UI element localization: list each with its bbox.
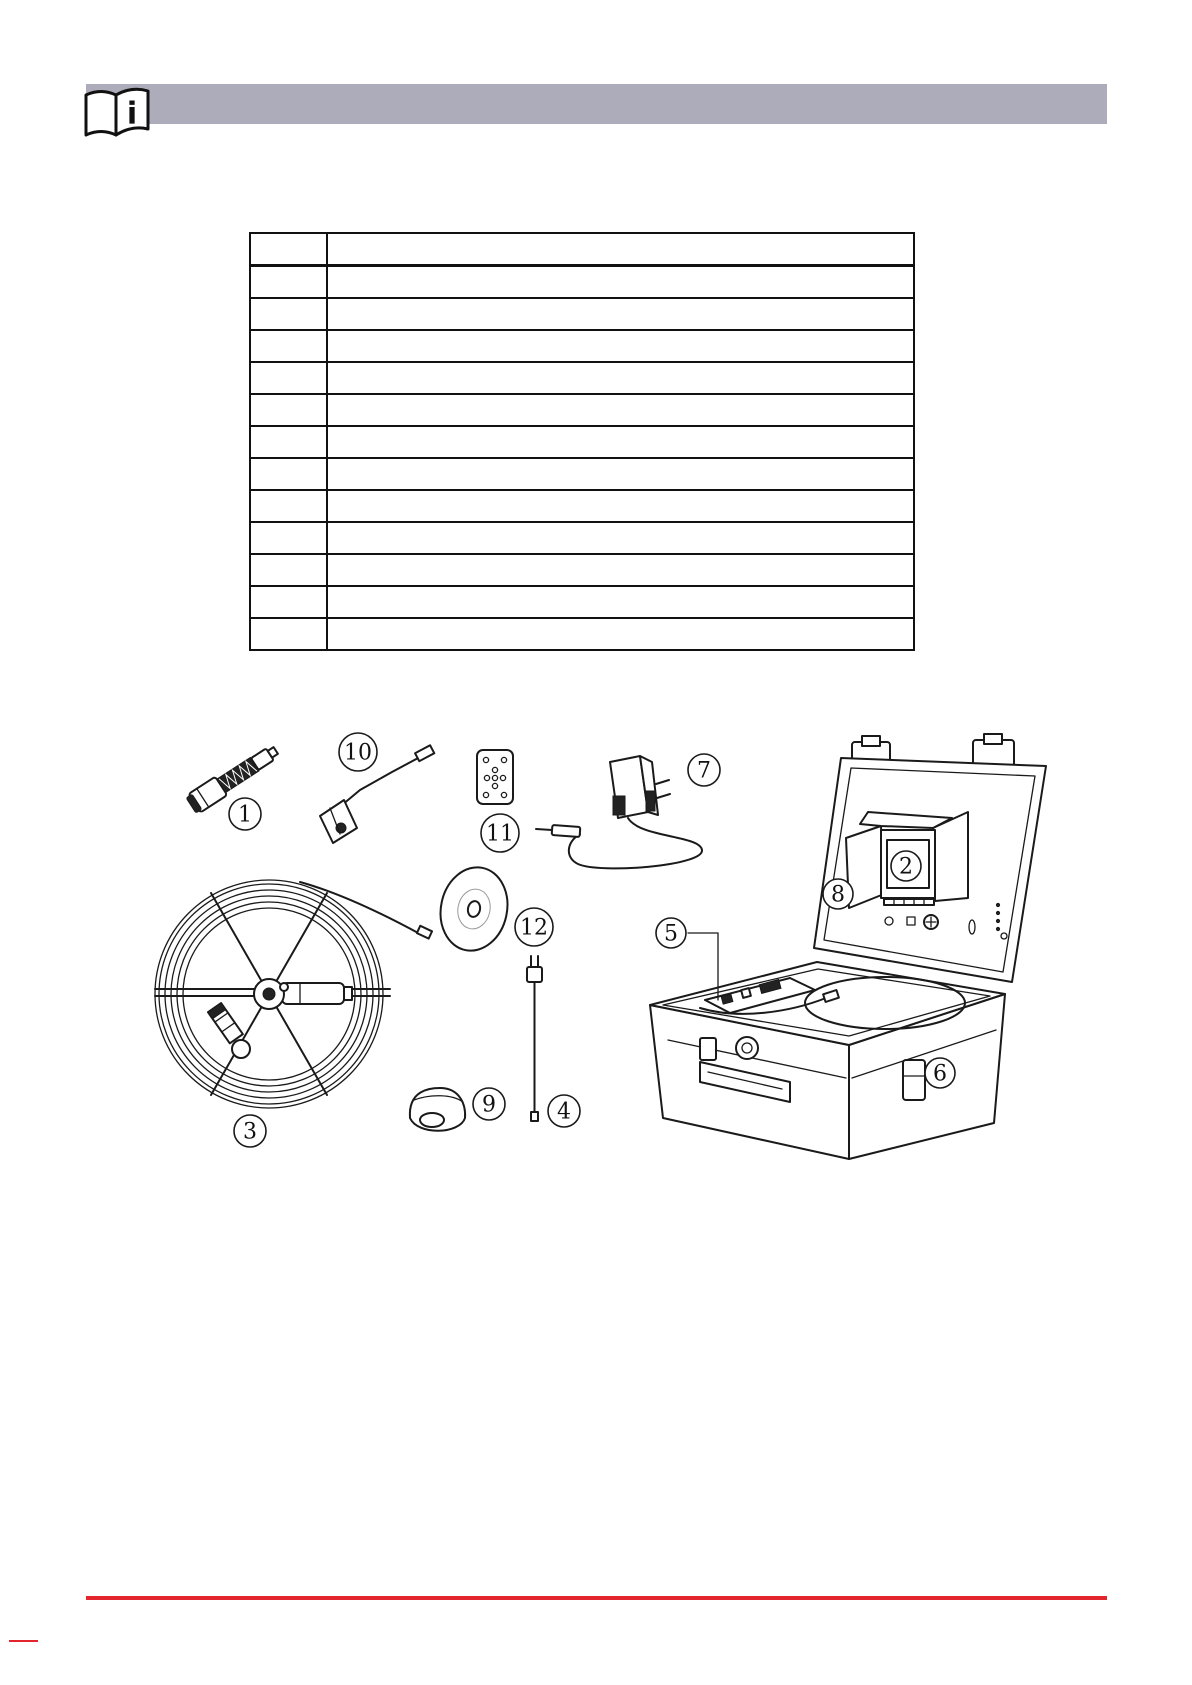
- callout-4: [548, 1095, 580, 1127]
- callout-9: [473, 1088, 505, 1120]
- part-name-column-header: [327, 233, 914, 266]
- part-name-cell: [327, 522, 914, 554]
- parts-table: [249, 232, 915, 651]
- part-name-cell: [327, 362, 914, 394]
- number-cell: [250, 490, 327, 522]
- carrying-case-base-drawing: [650, 962, 1005, 1159]
- footer-rule: [86, 1596, 1107, 1600]
- power-cable-drawing: [527, 956, 542, 1121]
- info-book-icon: [82, 83, 152, 141]
- number-cell: [250, 298, 327, 330]
- table-row: [250, 330, 914, 362]
- callout-8-label: 8: [831, 882, 845, 908]
- part-name-cell: [327, 586, 914, 618]
- number-cell: [250, 586, 327, 618]
- number-cell: [250, 426, 327, 458]
- callout-7: [688, 754, 720, 786]
- callout-3: [234, 1115, 266, 1147]
- part-name-cell: [327, 554, 914, 586]
- remote-control-drawing: [477, 750, 513, 804]
- table-row: [250, 586, 914, 618]
- table-row: [250, 522, 914, 554]
- table-row: [250, 490, 914, 522]
- disc-drawing: [433, 861, 515, 957]
- callout-9-label: 9: [482, 1092, 496, 1118]
- callout-5-label: 5: [664, 921, 678, 947]
- table-header-row: [250, 233, 914, 266]
- part-name-cell: [327, 394, 914, 426]
- number-cell: [250, 330, 327, 362]
- callout-11: [481, 814, 519, 852]
- callout-2-label: 2: [899, 854, 913, 880]
- callout-7-label: 7: [697, 758, 711, 784]
- part-name-cell: [327, 490, 914, 522]
- part-name-cell: [327, 618, 914, 650]
- number-column-header: [250, 233, 327, 266]
- info-letter: i: [126, 96, 138, 132]
- table-row: [250, 298, 914, 330]
- part-name-cell: [327, 426, 914, 458]
- callout-5: [656, 918, 686, 948]
- table-row: [250, 458, 914, 490]
- callout-10: [339, 733, 377, 771]
- callout-10-label: 10: [344, 740, 372, 766]
- parts-illustration: [130, 720, 1070, 1190]
- callout-12: [515, 908, 553, 946]
- number-cell: [250, 618, 327, 650]
- callout-1-label: 1: [238, 802, 252, 828]
- callout-6-label: 6: [933, 1061, 947, 1087]
- cable-accessory-drawing: [320, 745, 434, 843]
- parts-table-body: [250, 266, 914, 651]
- callout-1: [229, 798, 261, 830]
- page-number-mark: [9, 1640, 38, 1642]
- table-row: [250, 554, 914, 586]
- callout-6: [925, 1058, 955, 1088]
- table-row: [250, 426, 914, 458]
- number-cell: [250, 394, 327, 426]
- number-cell: [250, 266, 327, 299]
- table-row: [250, 266, 914, 299]
- ball-guide-drawing: [410, 1088, 465, 1131]
- callout-11-label: 11: [486, 821, 514, 847]
- section-header-bar: [86, 84, 1107, 124]
- part-name-cell: [327, 458, 914, 490]
- callout-8: [823, 879, 853, 909]
- number-cell: [250, 522, 327, 554]
- power-adapter-drawing: [536, 756, 702, 868]
- number-cell: [250, 458, 327, 490]
- cable-reel-drawing: [155, 880, 432, 1108]
- part-name-cell: [327, 298, 914, 330]
- part-name-cell: [327, 330, 914, 362]
- table-row: [250, 362, 914, 394]
- callout-4-label: 4: [557, 1099, 571, 1125]
- table-row: [250, 618, 914, 650]
- number-cell: [250, 362, 327, 394]
- callout-12-label: 12: [520, 915, 548, 941]
- callout-3-label: 3: [243, 1119, 257, 1145]
- table-row: [250, 394, 914, 426]
- number-cell: [250, 554, 327, 586]
- part-name-cell: [327, 266, 914, 299]
- callout-2: [891, 851, 921, 881]
